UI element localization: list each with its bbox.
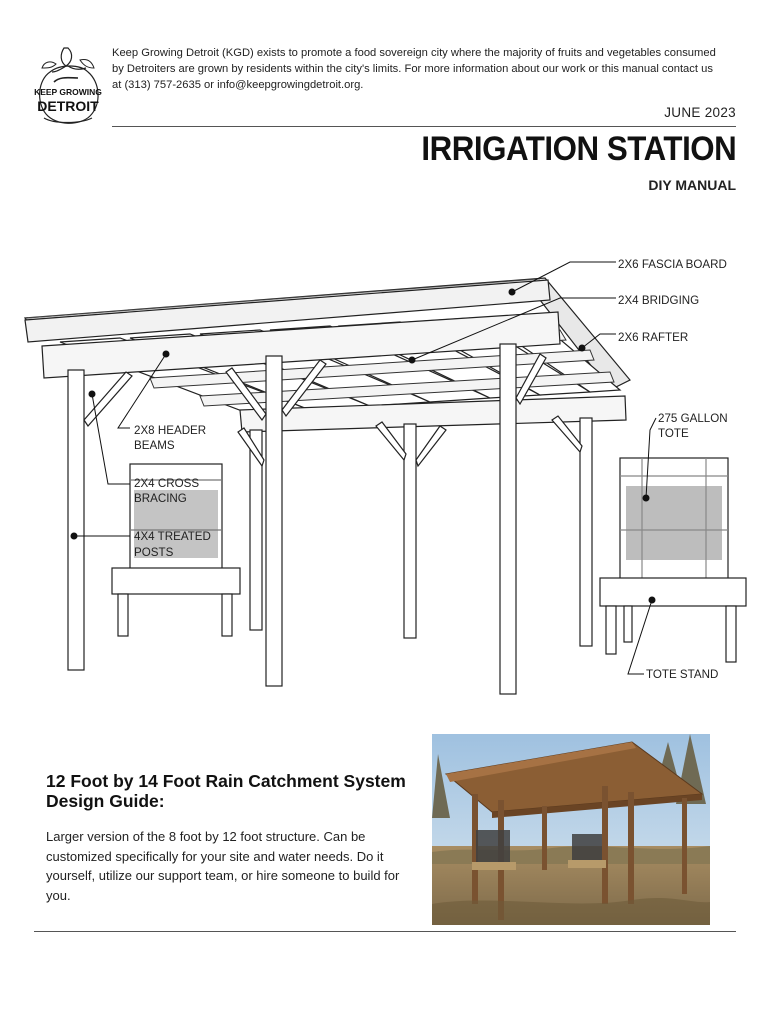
label-tote-line2: TOTE [658,427,689,440]
guide-title: 12 Foot by 14 Foot Rain Catchment System Design Guide: [46,771,406,811]
label-bridging: 2X4 BRIDGING [618,294,700,307]
irrigation-station-diagram [0,200,770,720]
label-fascia-board: 2X6 FASCIA BOARD [618,258,727,271]
structure-photo [432,734,710,925]
intro-paragraph: Keep Growing Detroit (KGD) exists to promote a food sovereign city where the majority of fruits and vegetables consumed by Detroiters are grown by residents within the city's limits. For more information about our work or this manual contact us at (313) 757-2635 or info@keepgrowingdetroit.org. [112,47,716,91]
guide-description: Larger version of the 8 foot by 12 foot structure. Can be customized specifically for your site and water needs. Do it yourself, utilize our support team, or hire someone to build for you. [46,829,400,903]
label-header-beams-line1: 2X8 HEADER [134,424,207,437]
post-front-middle [266,356,282,686]
kgd-logo [30,42,105,128]
logo-text-line2: DETROIT [37,98,99,114]
label-tote-stand: TOTE STAND [646,668,719,681]
label-cross-bracing-line1: 2X4 CROSS [134,477,200,490]
page-subtitle: DIY MANUAL [648,177,736,193]
label-posts-line1: 4X4 TREATED [134,530,211,543]
post-front-right [500,344,516,694]
post-front-left [68,370,84,670]
post-back-right [580,418,592,646]
page-title: IRRIGATION STATION [421,130,736,168]
label-rafter: 2X6 RAFTER [618,331,689,344]
label-cross-bracing-line2: BRACING [134,492,187,505]
right-tote [600,458,746,662]
footer-divider [34,931,736,932]
label-tote-line1: 275 GALLON [658,412,728,425]
label-header-beams-line2: BEAMS [134,439,175,452]
manual-date: JUNE 2023 [664,105,736,120]
header-divider [112,126,736,127]
label-posts-line2: POSTS [134,546,174,559]
logo-text-line1: KEEP GROWING [34,87,102,97]
